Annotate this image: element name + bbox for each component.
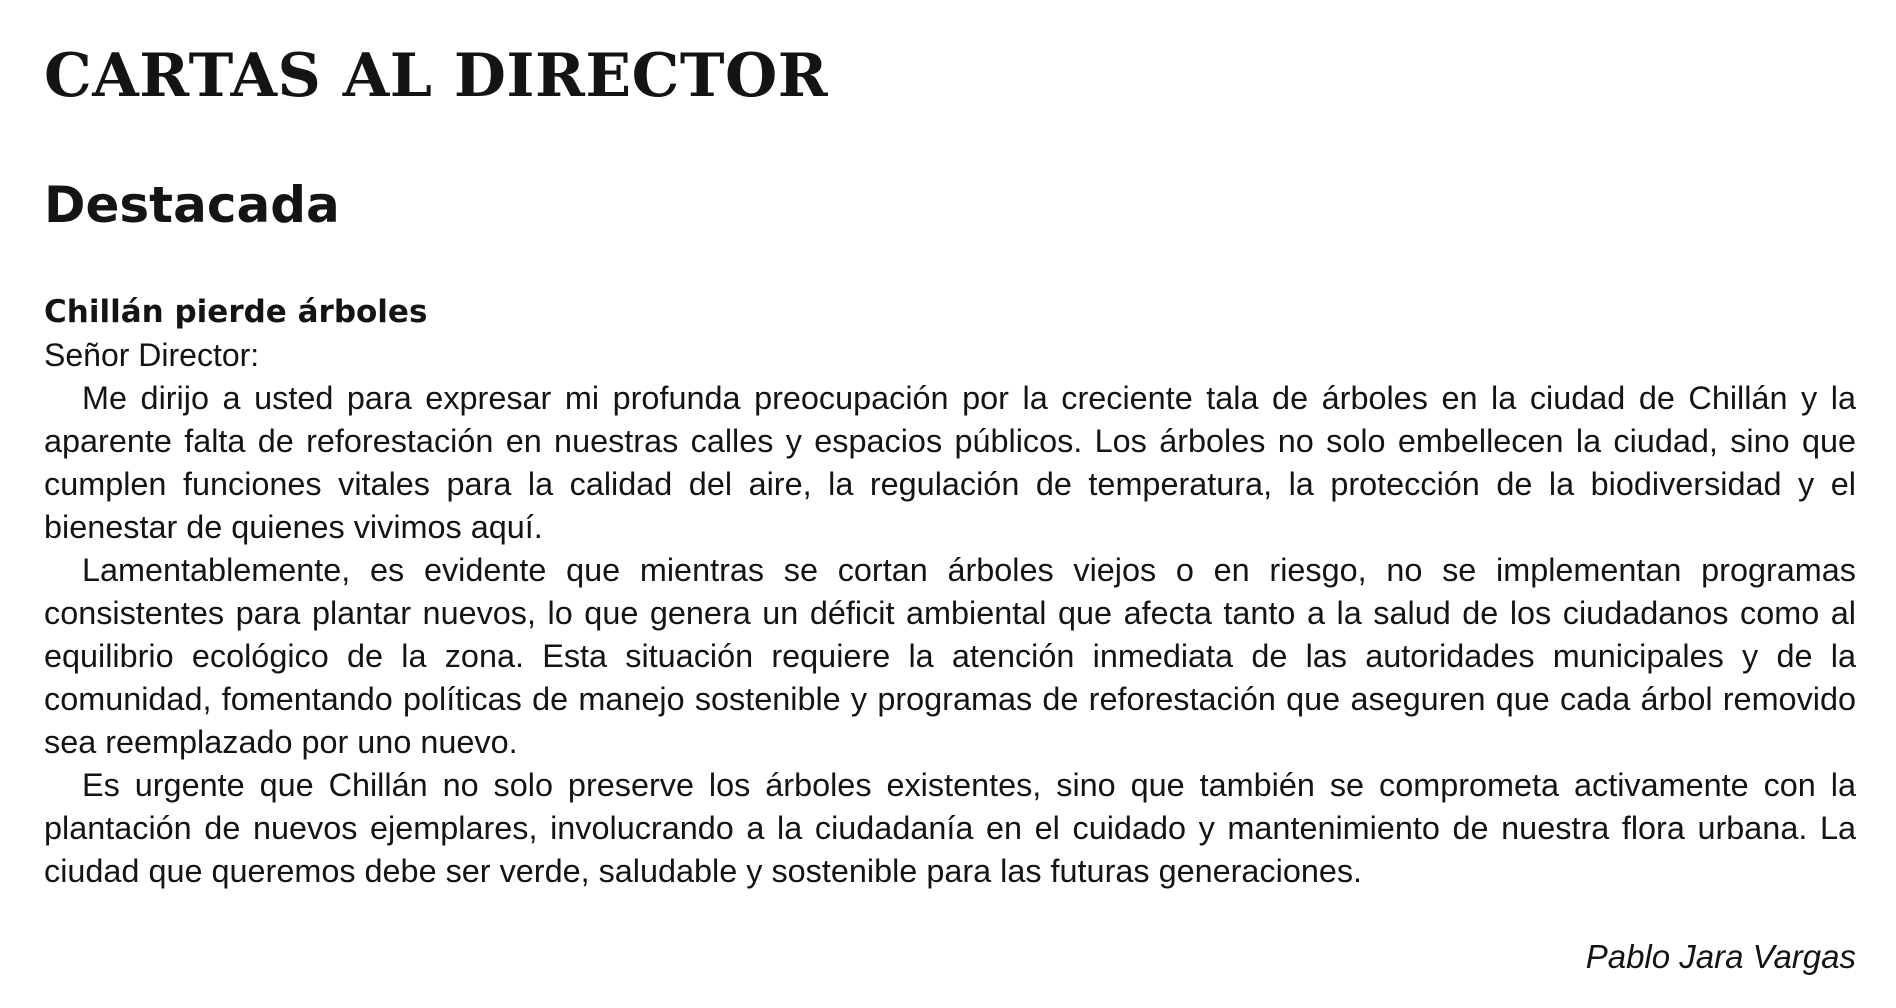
letter-paragraph: Me dirijo a usted para expresar mi profunda preocupación por la creciente tala de árboles en la ciudad de Chillán y la aparente falta de reforestación en nuestras calles y espacios públicos. Los árboles no solo embellecen la ciudad, sino que cumplen funciones vitales para la calidad del aire, la regulación de temperatura, la protección de la biodiversidad y el bienestar de quienes vivimos aquí.: [44, 380, 1856, 545]
letter-paragraph: Lamentablemente, es evidente que mientras se cortan árboles viejos o en riesgo, no se implementan programas consistentes para plantar nuevos, lo que genera un déficit ambiental que afecta tanto a la salud de los ciudadanos como al equilibrio ecológico de la zona. Esta situación requiere la atención inmediata de las autoridades municipales y de la comunidad, fomentando políticas de manejo sostenible y programas de reforestación que aseguren que cada árbol removido sea reemplazado por uno nuevo.: [44, 552, 1856, 760]
letter-salutation: Señor Director:: [44, 337, 260, 373]
letter-article: [44, 290, 1856, 893]
subsection-title: Destacada: [44, 176, 340, 234]
letter-signature: Pablo Jara Vargas: [1585, 938, 1856, 975]
letter-title: Chillán pierde árboles: [44, 294, 428, 330]
letter-paragraph: Es urgente que Chillán no solo preserve los árboles existentes, sino que también se comprometa activamente con la plantación de nuevos ejemplares, involucrando a la ciudadanía en el cuidado y mantenimiento de nuestra flora urbana. La ciudad que queremos debe ser verde, saludable y sostenible para las futuras generaciones.: [44, 767, 1856, 889]
newspaper-page: [44, 0, 1856, 1008]
section-title: CARTAS AL DIRECTOR: [44, 41, 829, 111]
